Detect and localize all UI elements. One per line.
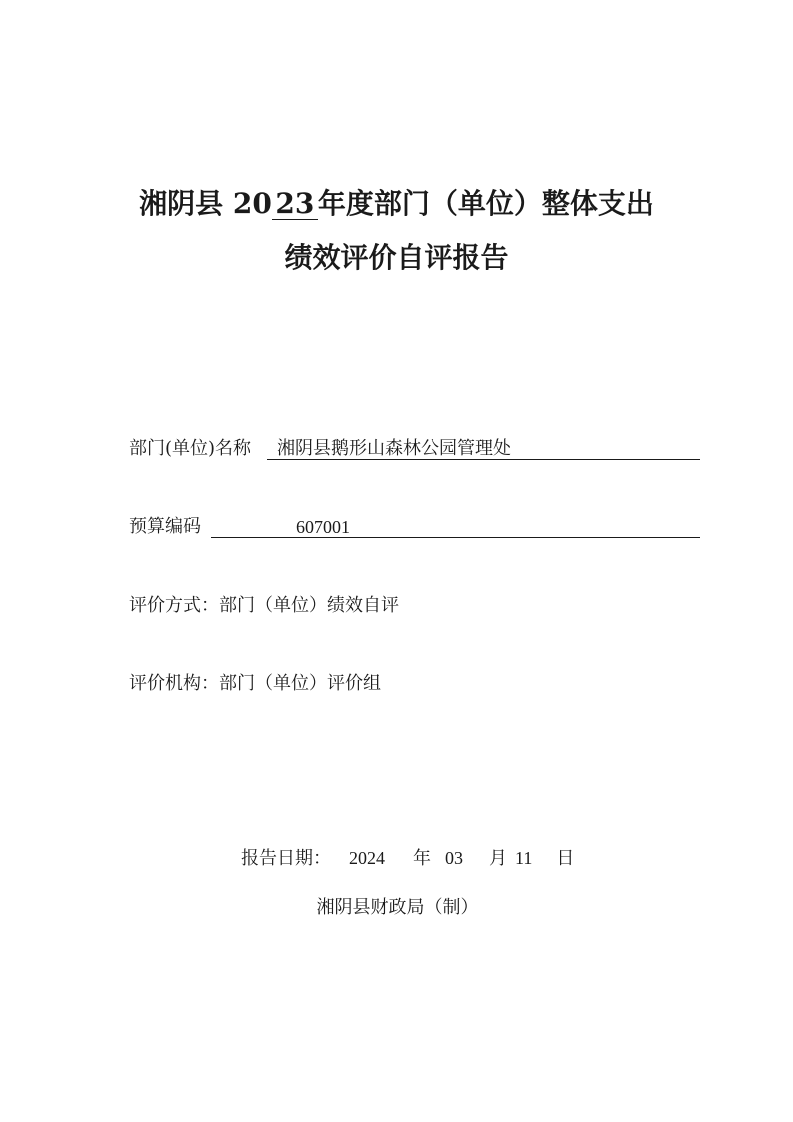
report-date-month: 03 <box>445 848 463 868</box>
report-date <box>241 846 574 871</box>
org-label: 评价机构： <box>129 673 219 694</box>
method-value: 部门（单位）绩效自评 <box>219 595 399 616</box>
budget-label: 预算编码 <box>129 516 201 537</box>
budget-value: 607001 <box>296 517 350 537</box>
document-title-line2: 绩效评价自评报告 <box>284 241 509 274</box>
report-date-year: 2024 <box>349 848 385 868</box>
budget-underline <box>211 537 700 538</box>
title-year-suffix: 23 <box>272 189 318 220</box>
report-date-year-unit: 年 <box>413 848 431 869</box>
issuer: 湘阴县财政局（制） <box>316 897 479 918</box>
document-title-line1 <box>0 186 793 222</box>
title-prefix: 湘阴县 20 <box>139 187 272 220</box>
report-date-label: 报告日期： <box>241 848 331 869</box>
title-suffix: 年度部门（单位）整体支出 <box>317 187 654 220</box>
org-value: 部门（单位）评价组 <box>219 673 381 694</box>
report-date-day-unit: 日 <box>556 848 575 869</box>
method-label: 评价方式： <box>129 595 219 616</box>
org-row <box>129 672 381 696</box>
dept-label: 部门(单位)名称 <box>129 438 252 459</box>
report-date-day: 11 <box>515 848 533 868</box>
dept-value: 湘阴县鹅形山森林公园管理处 <box>277 438 511 459</box>
method-row <box>129 594 399 618</box>
dept-underline <box>267 459 700 460</box>
report-date-month-unit: 月 <box>489 848 507 869</box>
